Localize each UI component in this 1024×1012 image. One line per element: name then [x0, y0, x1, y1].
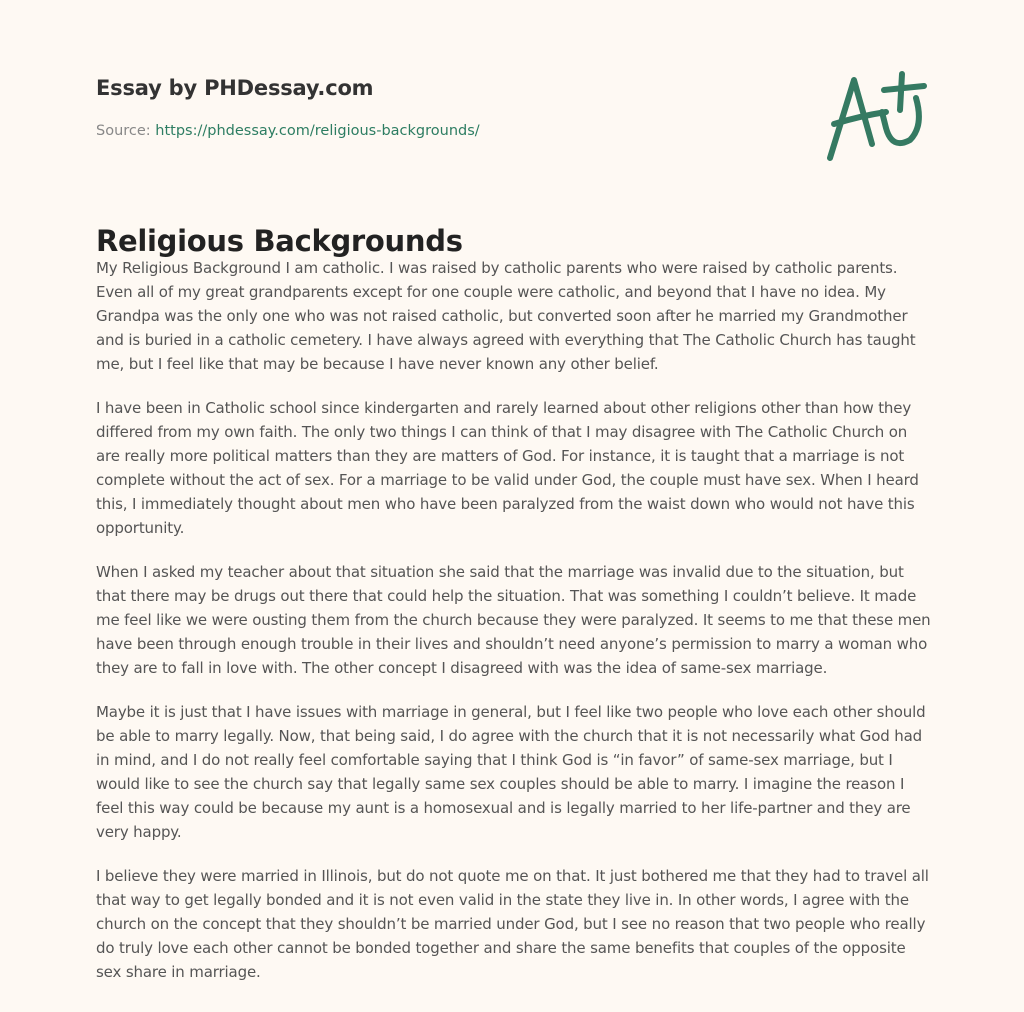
essay-paragraph: When I asked my teacher about that situation she said that the marriage was invalid due to the situation, but that there may be drugs out there that could help the situation. That was something I couldn’t believe. It made me feel like we were ousting them from the church because they were paralyzed. It seems to me that these men have been through enough trouble in their lives and shouldn’t need anyone’s permission to marry a woman who they are to fall in love with. The other concept I disagreed with was the idea of same-sex marriage.	[96, 563, 931, 677]
essay-body	[96, 256, 932, 1004]
essay-paragraph: I have been in Catholic school since kindergarten and rarely learned about other religions other than how they differed from my own faith. The only two things I can think of that I may disagree with The Catholic Church on are really more political matters than they are matters of God. For instance, it is taught that a marriage is not complete without the act of sex. For a marriage to be valid under God, the couple must have sex. When I heard this, I immediately thought about men who have been paralyzed from the waist down who would not have this opportunity.	[96, 399, 919, 537]
essay-paragraph: Maybe it is just that I have issues with marriage in general, but I feel like two people who love each other should be able to marry legally. Now, that being said, I do agree with the church that it is not necessarily what God had in mind, and I do not really feel comfortable saying that I think God is “in favor” of same-sex marriage, but I would like to see the church say that legally same sex couples should be able to marry. I imagine the reason I feel this way could be because my aunt is a homosexual and is legally married to her life-partner and they are very happy.	[96, 703, 926, 841]
site-title: Essay by PHDessay.com	[96, 76, 374, 100]
essay-title: Religious Backgrounds	[96, 224, 463, 258]
essay-paragraph: I believe they were married in Illinois, but do not quote me on that. It just bothered me that they had to travel all that way to get legally bonded and it is not even valid in the state they live in. In other words, I agree with the church on the concept that they shouldn’t be married under God, but I see no reason that two people who really do truly love each other cannot be bonded together and share the same benefits that couples of the opposite sex share in marriage.	[96, 867, 929, 981]
source-label: Source:	[96, 123, 151, 139]
source-link[interactable]: https://phdessay.com/religious-backgrounds/	[155, 123, 480, 139]
source-line	[96, 123, 480, 139]
a-plus-logo-icon	[820, 66, 930, 166]
essay-paragraph: My Religious Background I am catholic. I was raised by catholic parents who were raised by catholic parents. Even all of my great grandparents except for one couple were catholic, and beyond that I have no idea. My Grandpa was the only one who was not raised catholic, but converted soon after he married my Grandmother and is buried in a catholic cemetery. I have always agreed with everything that The Catholic Church has taught me, but I feel like that may be because I have never known any other belief.	[96, 259, 916, 373]
